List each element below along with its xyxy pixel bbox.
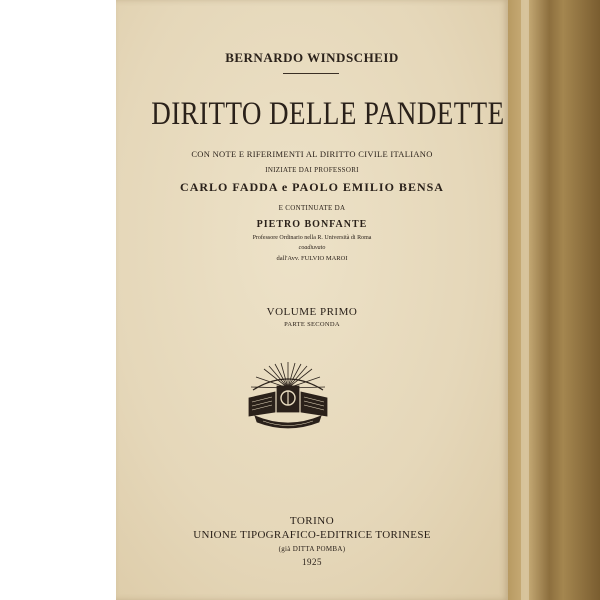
book-subtitle: CON NOTE E RIFERIMENTI AL DIRITTO CIVILE ITALIANO [191, 149, 433, 159]
assistant-name: dall'Avv. FULVIO MAROI [276, 255, 348, 262]
continued-by-line: E CONTINUATE DA [278, 204, 346, 212]
publisher-city: TORINO [289, 515, 335, 527]
initiated-by-line: INIZIATE DAI PROFESSORI [265, 166, 359, 174]
volume-label: VOLUME PRIMO [266, 306, 358, 318]
continuer-name: PIETRO BONFANTE [256, 219, 368, 230]
coadiuvato-line: coadiuvato [298, 245, 326, 251]
title-divider [283, 73, 339, 74]
continuer-role: Professore Ordinario nella R. Università di Roma [252, 235, 372, 241]
book-title: DIRITTO DELLE PANDETTE [151, 96, 505, 132]
author-name: BERNARDO WINDSCHEID [225, 50, 399, 65]
book-page [116, 0, 508, 600]
publisher-emblem-icon [245, 358, 331, 432]
page-edge [521, 0, 529, 600]
part-label: PARTE SECONDA [284, 321, 340, 328]
publisher-name: UNIONE TIPOGRAFICO-EDITRICE TORINESE [193, 529, 431, 541]
publisher-formerly: (già DITTA POMBA) [278, 545, 346, 553]
publication-year: 1925 [302, 557, 322, 567]
sun-rays-icon [251, 362, 325, 388]
initiators-names: CARLO FADDA e PAOLO EMILIO BENSA [180, 180, 444, 194]
